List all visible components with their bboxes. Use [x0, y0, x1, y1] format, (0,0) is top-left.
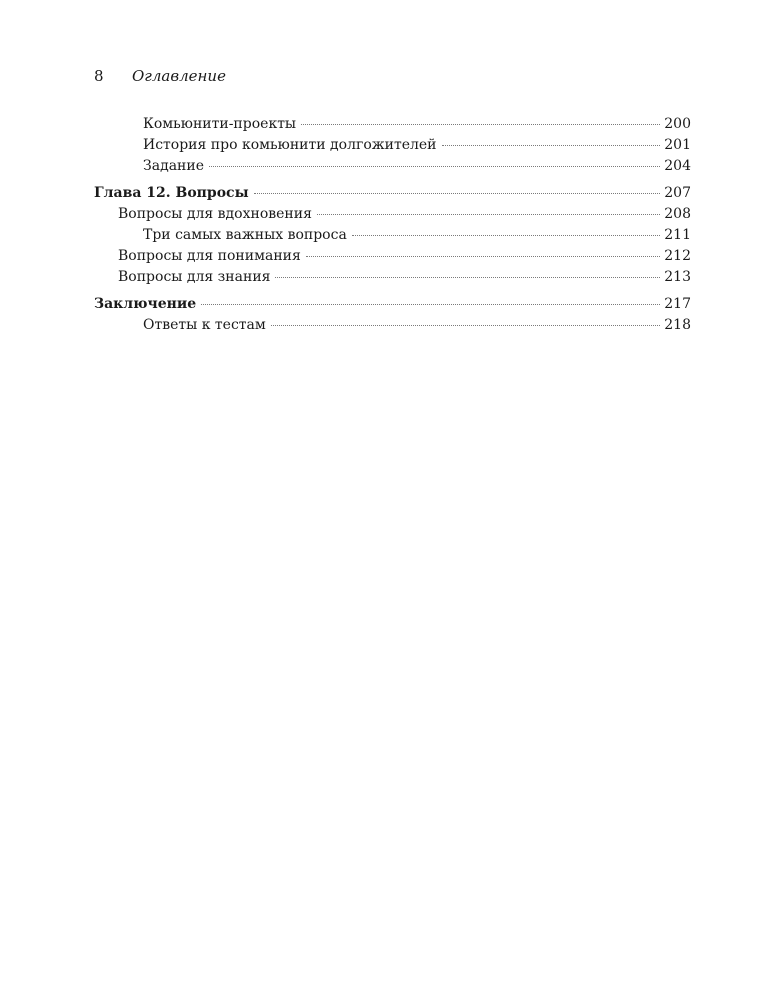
toc-entry-knowledge-questions[interactable] [94, 267, 691, 288]
dot-leader [209, 166, 660, 167]
toc-entry-test-answers[interactable] [94, 315, 691, 336]
toc-entry-title: Комьюнити-проекты [143, 116, 297, 132]
dot-leader [352, 235, 660, 236]
dot-leader [275, 277, 660, 278]
toc-entry-title: Вопросы для понимания [118, 248, 301, 264]
toc-entry-community-projects[interactable] [94, 114, 691, 135]
page-header [94, 67, 226, 85]
toc-entry-title: Три самых важных вопроса [143, 227, 347, 243]
dot-leader [306, 256, 660, 257]
toc-entry-page: 211 [664, 227, 691, 243]
toc-entry-title: Ответы к тестам [143, 317, 266, 333]
toc-entry-assignment[interactable] [94, 156, 691, 177]
toc-entry-page: 207 [664, 185, 691, 201]
running-title: Оглавление [132, 67, 226, 85]
toc-entry-page: 204 [664, 158, 691, 174]
toc-entry-title: Вопросы для знания [118, 269, 271, 285]
toc-entry-page: 218 [664, 317, 691, 333]
dot-leader [271, 325, 660, 326]
toc-entry-page: 212 [664, 248, 691, 264]
toc-entry-long-lived-communities[interactable] [94, 135, 691, 156]
toc-entry-chapter-12[interactable] [94, 183, 691, 204]
toc-entry-title: Глава 12. Вопросы [94, 185, 249, 201]
toc-entry-inspiration-questions[interactable] [94, 204, 691, 225]
toc-entry-title: История про комьюнити долгожителей [143, 137, 437, 153]
toc-entry-title: Заключение [94, 296, 197, 312]
toc-entry-title: Задание [143, 158, 204, 174]
toc-entry-three-key-questions[interactable] [94, 225, 691, 246]
toc-entry-page: 217 [664, 296, 691, 312]
toc-entry-page: 213 [664, 269, 691, 285]
toc-entry-conclusion[interactable] [94, 294, 691, 315]
table-of-contents [94, 114, 691, 336]
toc-entry-page: 200 [664, 116, 691, 132]
dot-leader [442, 145, 661, 146]
dot-leader [301, 124, 660, 125]
dot-leader [201, 304, 660, 305]
page-number: 8 [94, 67, 104, 85]
dot-leader [254, 193, 661, 194]
toc-entry-page: 201 [664, 137, 691, 153]
dot-leader [317, 214, 660, 215]
toc-entry-understanding-questions[interactable] [94, 246, 691, 267]
toc-entry-title: Вопросы для вдохновения [118, 206, 312, 222]
toc-entry-page: 208 [664, 206, 691, 222]
